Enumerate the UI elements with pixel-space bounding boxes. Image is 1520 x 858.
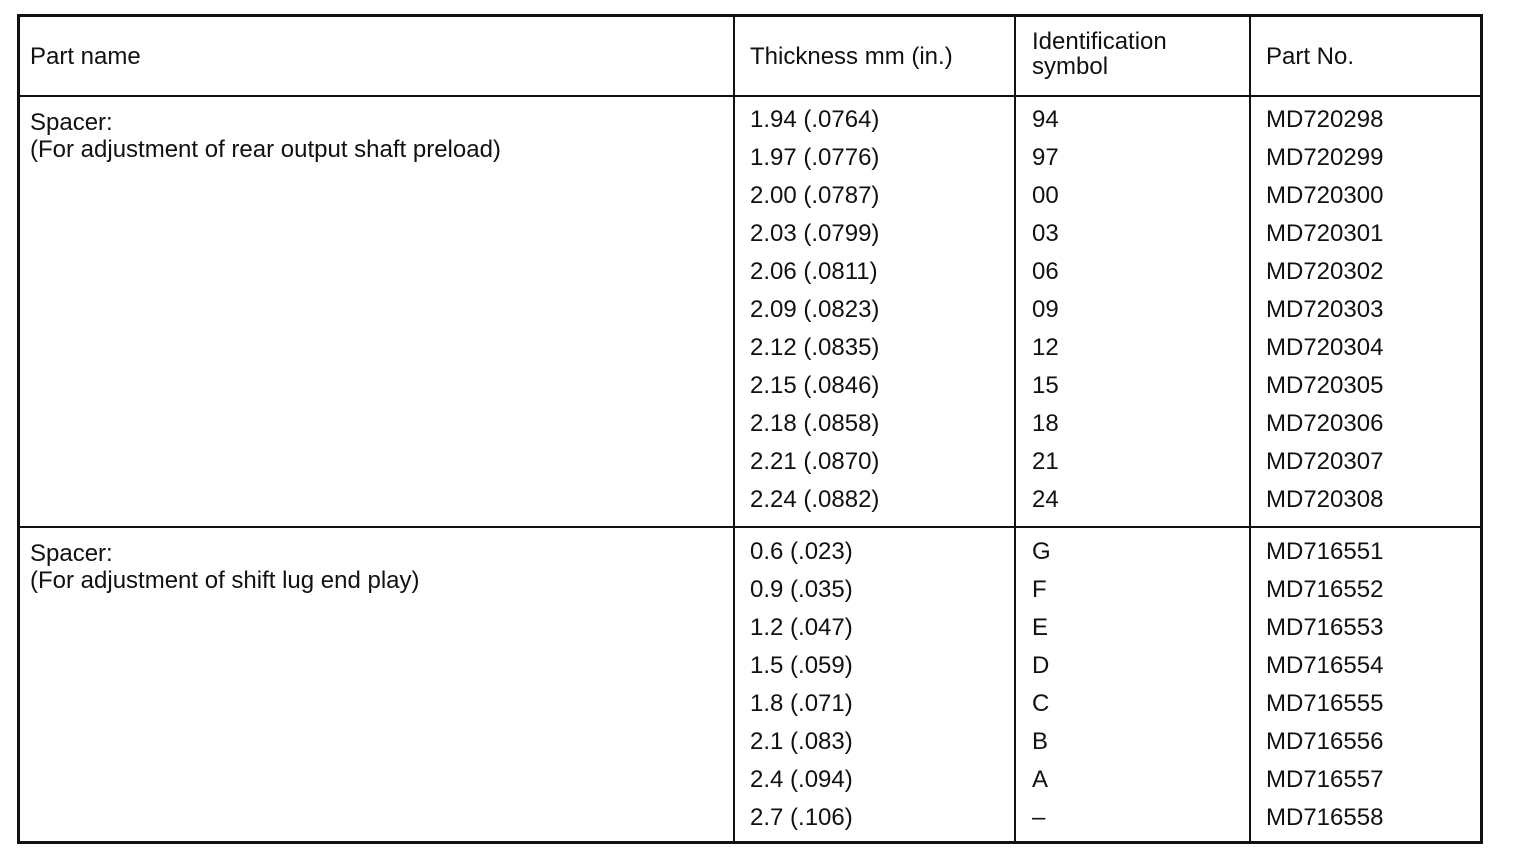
thickness-cell: 0.6 (.023)	[750, 538, 853, 565]
header-divider	[20, 95, 1480, 97]
identification-symbol-cell: D	[1032, 652, 1050, 679]
part-no-cell: MD716556	[1266, 728, 1384, 755]
header-identification-symbol	[1032, 29, 1167, 79]
part-no-cell: MD716557	[1266, 766, 1384, 793]
identification-symbol-cell: –	[1032, 804, 1046, 831]
part-no-cell: MD720302	[1266, 258, 1384, 285]
identification-symbol-cell: B	[1032, 728, 1049, 755]
group-divider	[20, 526, 1480, 528]
identification-symbol-cell: 94	[1032, 106, 1059, 133]
part-no-cell: MD720307	[1266, 448, 1384, 475]
part-no-cell: MD720298	[1266, 106, 1384, 133]
thickness-cell: 1.97 (.0776)	[750, 144, 880, 171]
identification-symbol-cell: 15	[1032, 372, 1059, 399]
identification-symbol-cell: 24	[1032, 486, 1059, 513]
thickness-cell: 2.00 (.0787)	[750, 182, 880, 209]
identification-symbol-cell: C	[1032, 690, 1050, 717]
part-no-cell: MD720299	[1266, 144, 1384, 171]
column-divider	[1249, 17, 1251, 841]
thickness-cell: 1.5 (.059)	[750, 652, 853, 679]
header-thickness: Thickness mm (in.)	[750, 43, 953, 70]
thickness-cell: 2.24 (.0882)	[750, 486, 880, 513]
identification-symbol-cell: 12	[1032, 334, 1059, 361]
thickness-cell: 2.03 (.0799)	[750, 220, 880, 247]
identification-symbol-cell: G	[1032, 538, 1051, 565]
group-1-name-line1: Spacer:	[30, 109, 113, 136]
part-no-cell: MD720308	[1266, 486, 1384, 513]
part-no-cell: MD720300	[1266, 182, 1384, 209]
part-no-cell: MD716555	[1266, 690, 1384, 717]
identification-symbol-cell: 06	[1032, 258, 1059, 285]
thickness-cell: 2.15 (.0846)	[750, 372, 880, 399]
thickness-cell: 2.1 (.083)	[750, 728, 853, 755]
group-2-name-line2: (For adjustment of shift lug end play)	[30, 567, 420, 594]
thickness-cell: 1.94 (.0764)	[750, 106, 880, 133]
part-no-cell: MD716551	[1266, 538, 1384, 565]
thickness-cell: 1.8 (.071)	[750, 690, 853, 717]
header-part-no: Part No.	[1266, 43, 1355, 70]
part-no-cell: MD720304	[1266, 334, 1384, 361]
thickness-cell: 2.21 (.0870)	[750, 448, 880, 475]
header-identification-line1: Identification	[1032, 28, 1167, 55]
part-no-cell: MD720301	[1266, 220, 1384, 247]
part-no-cell: MD716553	[1266, 614, 1384, 641]
identification-symbol-cell: 09	[1032, 296, 1059, 323]
identification-symbol-cell: A	[1032, 766, 1049, 793]
thickness-cell: 2.12 (.0835)	[750, 334, 880, 361]
column-divider	[1014, 17, 1016, 841]
thickness-cell: 2.09 (.0823)	[750, 296, 880, 323]
part-no-cell: MD720305	[1266, 372, 1384, 399]
group-1-name-line2: (For adjustment of rear output shaft preload)	[30, 136, 501, 163]
thickness-cell: 0.9 (.035)	[750, 576, 853, 603]
identification-symbol-cell: 21	[1032, 448, 1059, 475]
identification-symbol-cell: 03	[1032, 220, 1059, 247]
group-2-part-name	[30, 540, 420, 594]
header-identification-line2: symbol	[1032, 53, 1109, 80]
part-no-cell: MD720303	[1266, 296, 1384, 323]
header-part-name: Part name	[30, 43, 141, 70]
group-2-name-line1: Spacer:	[30, 540, 113, 567]
identification-symbol-cell: 18	[1032, 410, 1059, 437]
thickness-cell: 1.2 (.047)	[750, 614, 853, 641]
thickness-cell: 2.06 (.0811)	[750, 258, 878, 285]
thickness-cell: 2.7 (.106)	[750, 804, 853, 831]
identification-symbol-cell: 00	[1032, 182, 1059, 209]
part-no-cell: MD716552	[1266, 576, 1384, 603]
group-1-part-name	[30, 109, 501, 163]
thickness-cell: 2.18 (.0858)	[750, 410, 880, 437]
part-no-cell: MD720306	[1266, 410, 1384, 437]
part-no-cell: MD716554	[1266, 652, 1384, 679]
identification-symbol-cell: F	[1032, 576, 1047, 603]
identification-symbol-cell: E	[1032, 614, 1049, 641]
column-divider	[733, 17, 735, 841]
thickness-cell: 2.4 (.094)	[750, 766, 853, 793]
part-no-cell: MD716558	[1266, 804, 1384, 831]
parts-table	[17, 14, 1483, 844]
identification-symbol-cell: 97	[1032, 144, 1059, 171]
